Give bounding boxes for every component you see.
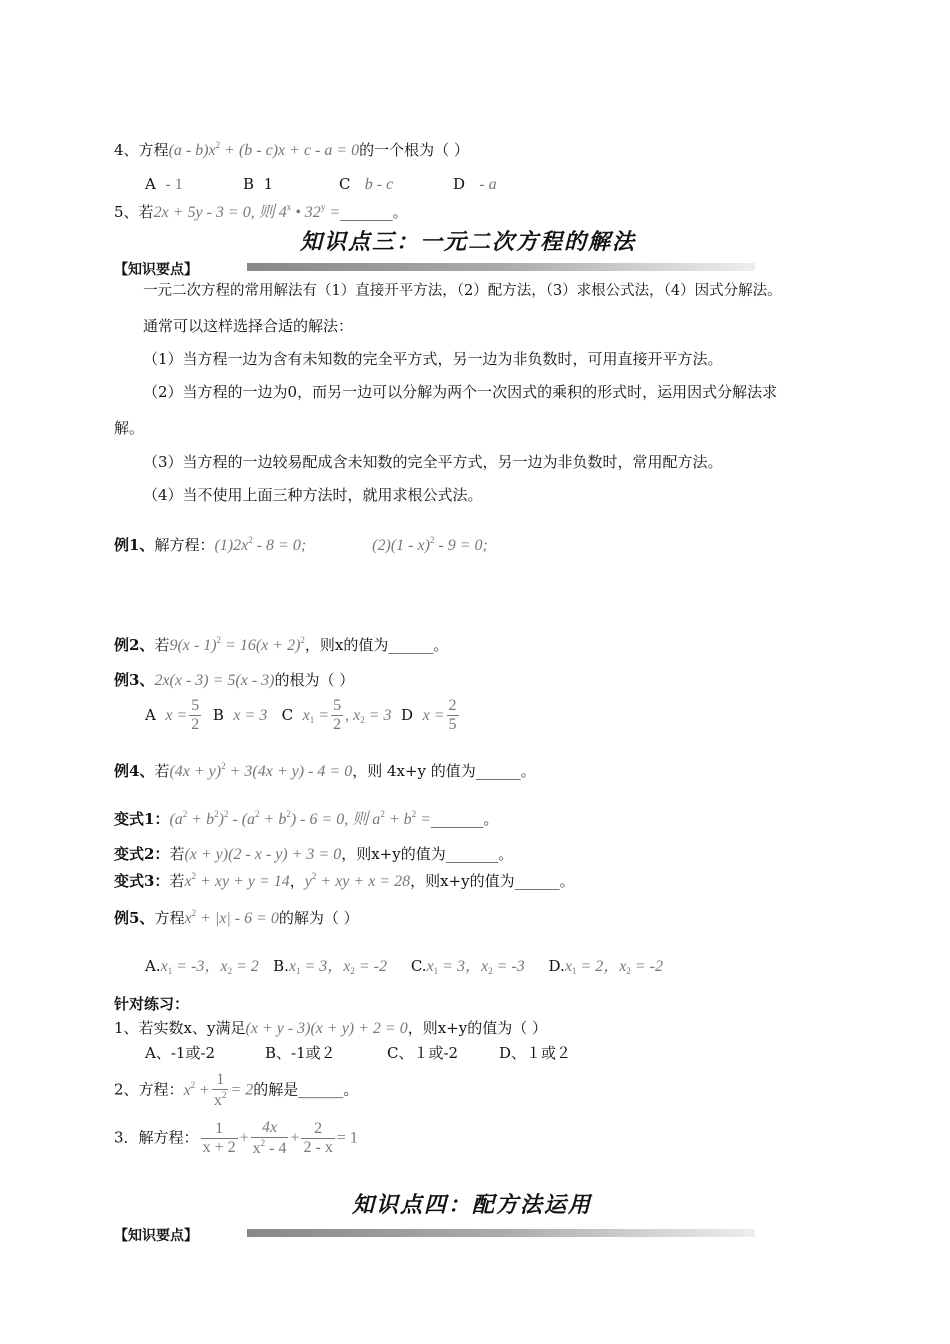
- option-d[interactable]: D x = $\frac{2}{5}$: [401, 697, 457, 733]
- equation: 2x + 5y - 3 = 0, 则 4$^x$ • $32^y$ =: [153, 202, 341, 221]
- example-3: 例3、2x(x - 3) = 5(x - 3)的根为（ ）: [114, 671, 355, 689]
- question-prefix: 方程: [138, 141, 169, 159]
- equation: $(4x + y)^2 + 3(4x + y) - 4 = 0$: [169, 761, 353, 780]
- variant-1: 变式1：$(a^2 + b^2)^2 - (a^2 + b^2) - 6 = 0$, 则 $a^2 + b^2$ =_______。: [114, 809, 499, 828]
- fraction: $\frac{2}{2 - x}$: [303, 1120, 333, 1156]
- equation: $(1)2x^2 - 8 = 0$;: [214, 535, 307, 554]
- equation: $y^2$ + xy + x = 28: [304, 871, 411, 890]
- paragraph: 通常可以这样选择合适的解法：: [143, 317, 354, 335]
- method-item-2: （2）当方程的一边为0，而另一边可以分解为两个一次因式的乘积的形式时，运用因式分解法求: [143, 383, 778, 401]
- practice-title: 针对练习：: [114, 995, 190, 1013]
- practice-1: 1、若实数x、y满足(x + y - 3)(x + y) + 2 = 0，则x+y的值为（ ）: [114, 1019, 547, 1037]
- divider-bar: [247, 263, 755, 271]
- option-b[interactable]: $B.x_1 = 3$，$x_2 = -2$: [273, 957, 387, 976]
- option-b[interactable]: B、-1或２: [265, 1044, 336, 1062]
- fraction: $\frac{4x}{x^2 - 4}$: [252, 1119, 287, 1157]
- option-c[interactable]: $C.x_1 = 3$，$x_2 = -3$: [410, 957, 525, 976]
- question-4: [114, 141, 469, 159]
- option-b[interactable]: B 1: [243, 175, 274, 193]
- method-item-1: （1）当方程一边为含有未知数的完全平方式，另一边为非负数时，可用直接开平方法。: [143, 350, 723, 368]
- answer-blank[interactable]: _______: [340, 203, 393, 221]
- paragraph: 一元二次方程的常用解法有（1）直接开平方法，（2）配方法，（3）求根公式法，（4）因式分解法。: [143, 283, 782, 299]
- equation: (x + y)(2 - x - y) + 3 = 0: [184, 846, 342, 863]
- key-points-label: 【知识要点】: [114, 262, 198, 278]
- equation: $x^2$ + xy + y = 14: [184, 871, 290, 890]
- variant-3: 变式3：若$x^2$ + xy + y = 14，$y^2$ + xy + x = 28，则x+y的值为______。: [114, 871, 575, 890]
- example-2: 例2、若$9(x - 1)^2 = 16(x + 2)^2$，则x的值为______。: [114, 635, 449, 654]
- method-item-2-continued: 解。: [114, 419, 145, 437]
- option-a[interactable]: A、-1或-2: [145, 1044, 216, 1062]
- option-c[interactable]: C $x_1$ = $\frac{5}{2}$ , $x_2 = 3$: [281, 697, 392, 733]
- fraction: $\frac{1}{x + 2}$: [202, 1120, 236, 1156]
- question-suffix: 的一个根为（ ）: [359, 141, 469, 159]
- option-a[interactable]: A x = $\frac{5}{2}$: [145, 697, 200, 733]
- divider-bar: [247, 1229, 755, 1237]
- variant-2: 变式2：若(x + y)(2 - x - y) + 3 = 0，则x+y的值为_______。: [114, 845, 514, 863]
- equation: $x^2$ +: [183, 1079, 210, 1099]
- practice-1-options: [145, 1046, 571, 1061]
- option-b[interactable]: B x = 3: [212, 705, 268, 724]
- example-5: 例5、方程$x^2 + |x| - 6 = 0$的解为（ ）: [114, 908, 359, 927]
- equation: (x + y - 3)(x + y) + 2 = 0: [245, 1020, 408, 1037]
- method-item-4: （4）当不使用上面三种方法时，就用求根公式法。: [143, 486, 483, 504]
- option-a[interactable]: $A.x_1 = -3$，$x_2 = 2$: [145, 957, 259, 976]
- equation: (2)(1 - x)$^2$ - 9 = 0;: [372, 535, 488, 554]
- equation: 2x(x - 3) = 5(x - 3): [154, 672, 275, 689]
- answer-blank[interactable]: _______: [430, 810, 484, 828]
- option-d[interactable]: $D.x_1 = 2$，$x_2 = -2$: [548, 957, 663, 976]
- equation: $9(x - 1)^2 = 16(x + 2)^2$: [169, 635, 305, 654]
- practice-3: 3．解方程： $\frac{1}{x + 2}$ + $\frac{4x}{x^2 - 4}$ + $\frac{2}{2 - x}$ = 1: [114, 1119, 358, 1157]
- option-a[interactable]: A - 1: [145, 175, 183, 193]
- option-c[interactable]: C、１或-2: [387, 1044, 459, 1062]
- question-4-options: [145, 177, 497, 193]
- equation: $(a^2 + b^2)^2 - (a^2 + b^2) - 6 = 0$, 则 $a^2 + b^2$ =: [169, 809, 431, 828]
- example-4: 例4、若$(4x + y)^2 + 3(4x + y) - 4 = 0$，则 4x+y 的值为______。: [114, 761, 536, 780]
- method-item-3: （3）当方程的一边较易配成含未知数的完全平方式，另一边为非负数时，常用配方法。: [143, 453, 723, 471]
- section-3-title: 知识点三：一元二次方程的解法: [300, 230, 637, 255]
- practice-2: 2、方程：$x^2$ + $\frac{1}{x^2}$ = 2的解是______。: [114, 1071, 359, 1109]
- equation: $x^2 + |x| - 6 = 0$: [184, 908, 279, 927]
- option-c[interactable]: C b - c: [339, 175, 394, 193]
- example-3-options: [145, 698, 461, 733]
- fraction: $\frac{1}{x^2}$: [213, 1071, 227, 1109]
- example-5-options: [145, 959, 663, 976]
- example-1: 例1、解方程：$(1)2x^2 - 8 = 0$; (2)(1 - x)$^2$ - 9 = 0;: [114, 535, 488, 554]
- equation: $(a - b)x^2 + (b - c)x + c - a = 0$: [168, 140, 360, 159]
- option-d[interactable]: D、１或２: [499, 1044, 572, 1062]
- example-label: 例1、: [114, 536, 155, 554]
- option-d[interactable]: D - a: [453, 175, 497, 193]
- section-4-title: 知识点四：配方法运用: [352, 1193, 593, 1218]
- question-number: 4、: [114, 141, 139, 159]
- question-5: 5、若2x + 5y - 3 = 0, 则 4$^x$ • $32^y$ =_______。: [114, 202, 408, 221]
- key-points-label: 【知识要点】: [114, 1228, 198, 1244]
